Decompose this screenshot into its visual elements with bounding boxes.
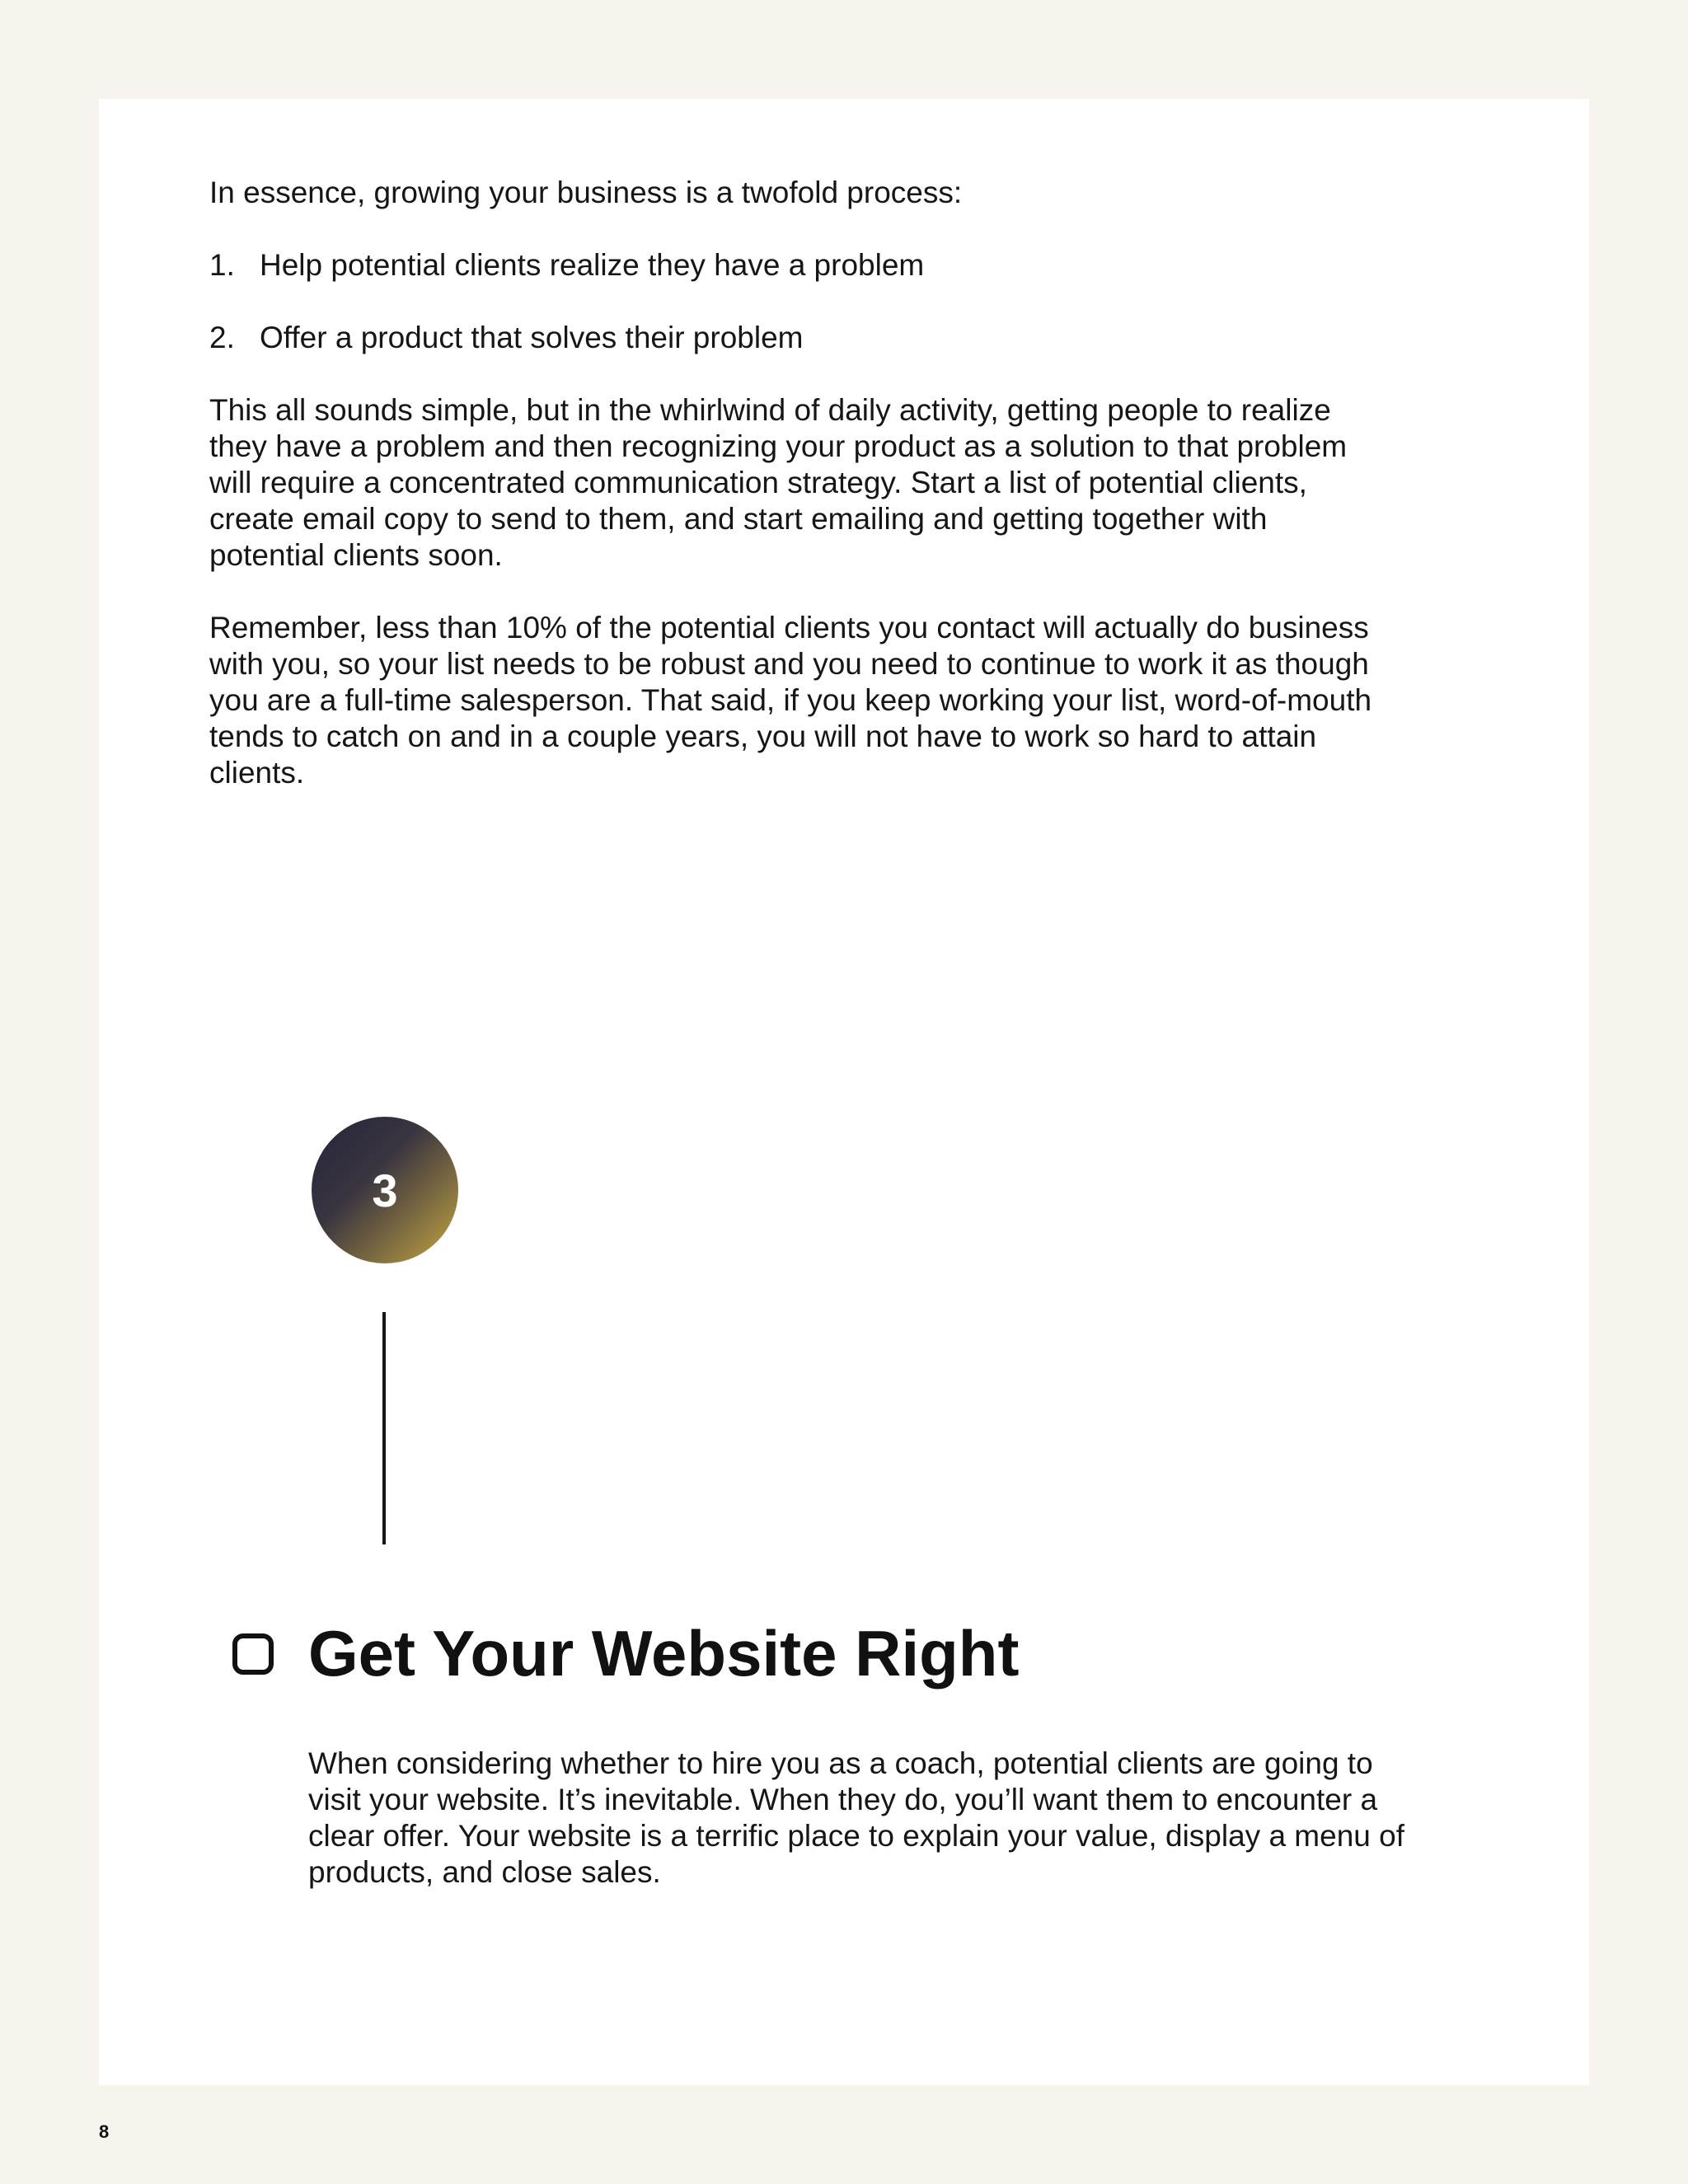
section-number: 3 <box>372 1164 398 1216</box>
section-body-paragraph: When considering whether to hire you as a coach, potential clients are going to visit your website. It’s inevitable. When they do, you’ll want them to encounter a clear offer. Your website is a terrific place to explain your value, display a menu of products, and close sales. <box>308 1746 1404 1889</box>
steps-list <box>209 247 1388 356</box>
section-number-badge <box>312 1117 458 1263</box>
intro-text: In essence, growing your business is a twofold process: <box>209 176 963 209</box>
list-item <box>209 247 1388 284</box>
section-heading: Get Your Website Right <box>308 1617 1020 1690</box>
list-item <box>209 320 1388 356</box>
list-item-number: 2. <box>209 321 235 354</box>
page-number: 8 <box>99 2121 110 2142</box>
page-content <box>209 175 1388 827</box>
list-item-text: Help potential clients realize they have a problem <box>260 248 925 282</box>
checkbox[interactable] <box>232 1633 274 1675</box>
list-item-number: 1. <box>209 248 235 282</box>
divider-line <box>382 1312 386 1544</box>
body-paragraph: This all sounds simple, but in the whirlwind of daily activity, getting people to realize they have a problem and then recognizing your product as a solution to that problem will require a concentrated communication strategy. Start a list of potential clients, create email copy to send to them, and start emailing and getting together with potential clients soon. <box>209 393 1348 572</box>
list-item-text: Offer a product that solves their problem <box>260 321 804 354</box>
body-paragraph: Remember, less than 10% of the potential clients you contact will actually do business with you, so your list needs to be robust and you need to continue to work it as though you are a full-time salesperson. That said, if you keep working your list, word-of-mouth tends to catch on and in a couple years, you will not have to work so hard to attain clients. <box>209 611 1372 790</box>
